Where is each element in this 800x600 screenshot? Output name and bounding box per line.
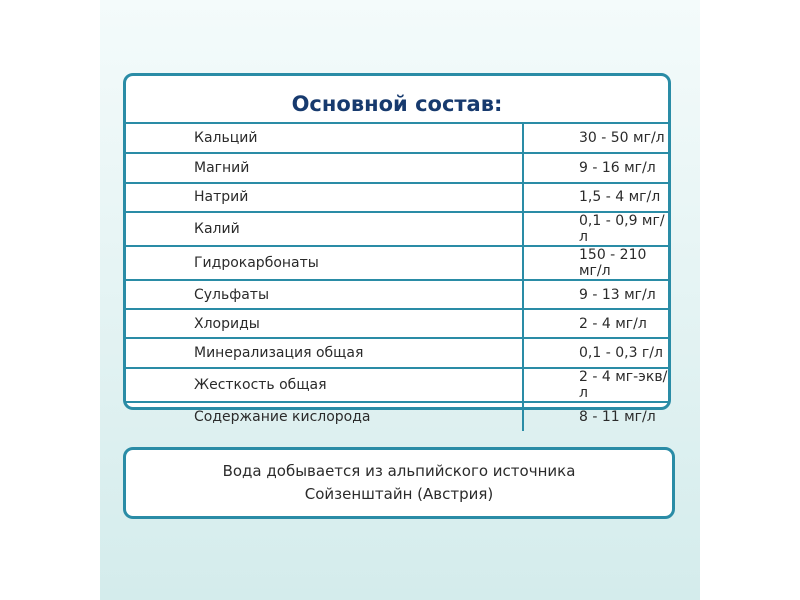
row-value: 9 - 16 мг/л: [523, 153, 668, 182]
table-row: [126, 246, 668, 280]
composition-title: Основной состав:: [126, 76, 668, 124]
row-name: Кальций: [126, 124, 523, 153]
row-name: Магний: [126, 153, 523, 182]
table-row: [126, 338, 668, 367]
row-name: Натрий: [126, 183, 523, 212]
table-row: [126, 212, 668, 246]
row-name: Жесткость общая: [126, 368, 523, 402]
row-name: Гидрокарбонаты: [126, 246, 523, 280]
row-name: Калий: [126, 212, 523, 246]
row-name: Хлориды: [126, 309, 523, 338]
row-value: 2 - 4 мг/л: [523, 309, 668, 338]
row-value: 8 - 11 мг/л: [523, 402, 668, 431]
table-row: [126, 153, 668, 182]
row-value: 150 - 210 мг/л: [523, 246, 668, 280]
table-row: [126, 124, 668, 153]
table-row: [126, 368, 668, 402]
composition-card: [123, 73, 671, 425]
row-value: 2 - 4 мг-экв/л: [523, 368, 668, 402]
composition-table: [126, 124, 668, 431]
row-name: Сульфаты: [126, 280, 523, 309]
source-note-card: [123, 447, 675, 519]
row-value: 1,5 - 4 мг/л: [523, 183, 668, 212]
source-note-line2: Сойзенштайн (Австрия): [304, 485, 494, 503]
row-value: 0,1 - 0,9 мг/л: [523, 212, 668, 246]
row-name: Минерализация общая: [126, 338, 523, 367]
table-row: [126, 280, 668, 309]
table-row: [126, 402, 668, 431]
source-note-line1: Вода добывается из альпийского источника: [222, 462, 576, 480]
table-row: [126, 183, 668, 212]
row-value: 30 - 50 мг/л: [579, 130, 665, 147]
table-row: [126, 309, 668, 338]
row-value: 0,1 - 0,3 г/л: [523, 338, 668, 367]
row-value: 9 - 13 мг/л: [523, 280, 668, 309]
row-name: Содержание кислорода: [126, 402, 523, 431]
